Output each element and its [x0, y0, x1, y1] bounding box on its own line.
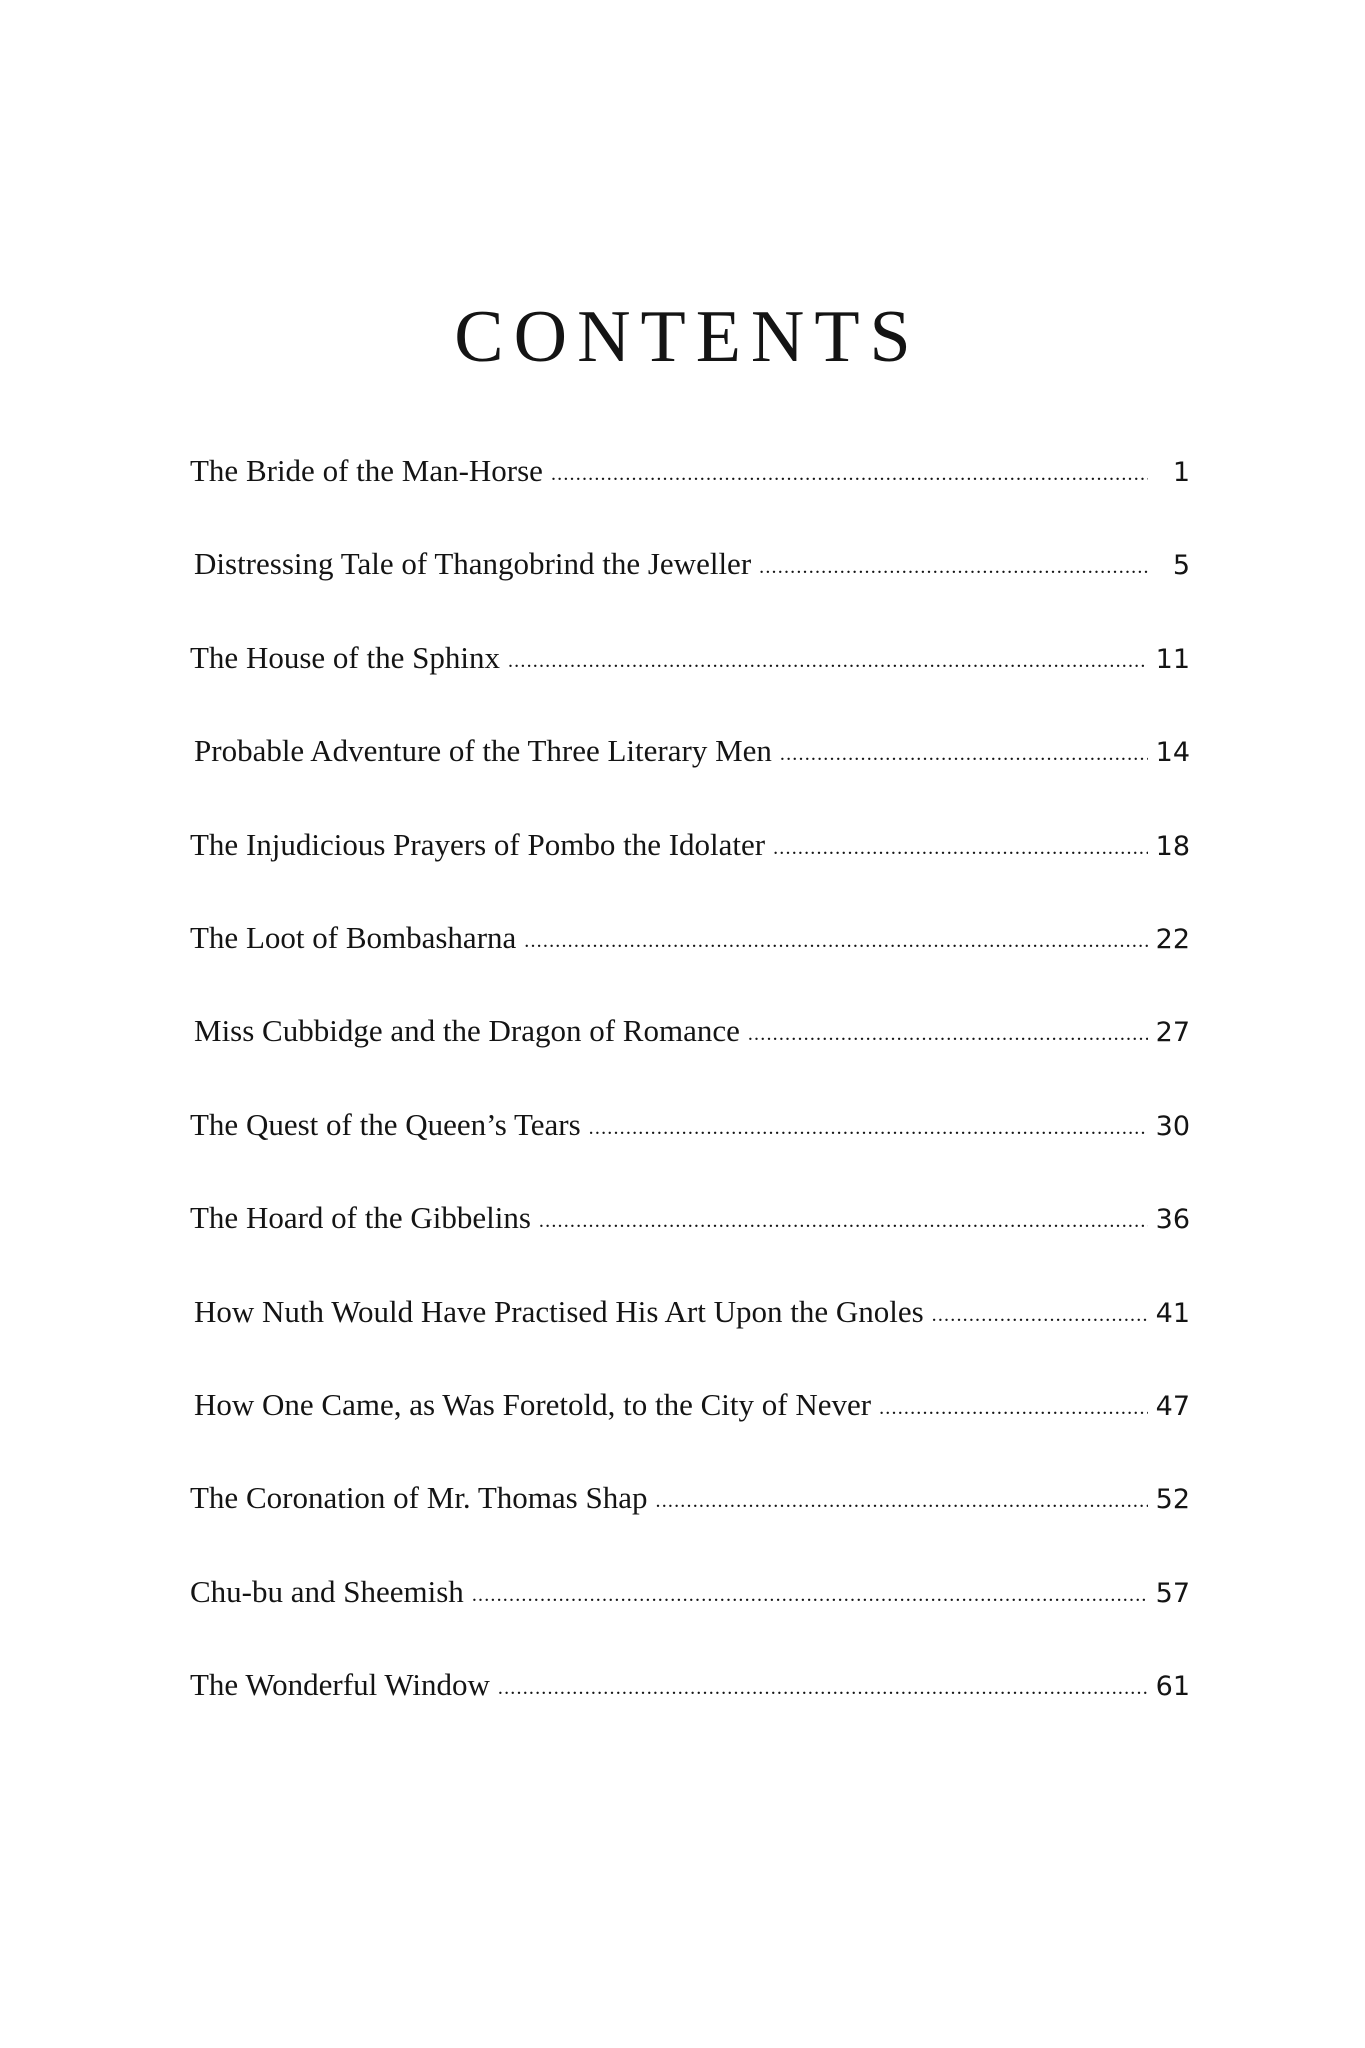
dot-leader	[748, 1022, 1148, 1046]
toc-entry[interactable]	[190, 919, 1190, 1012]
toc-entry[interactable]	[190, 1479, 1190, 1572]
dot-leader	[656, 1489, 1148, 1513]
toc-entry-page: 27	[1155, 1017, 1190, 1049]
dot-leader	[780, 742, 1148, 766]
toc-entry-page: 18	[1155, 830, 1190, 862]
toc-entry-title: The Quest of the Queen’s Tears	[190, 1106, 581, 1142]
toc-entry[interactable]	[190, 452, 1190, 545]
dot-leader	[773, 836, 1148, 860]
toc-entry-page: 41	[1155, 1297, 1190, 1329]
toc-entry[interactable]	[190, 639, 1190, 732]
dot-leader	[539, 1209, 1148, 1233]
toc-entry-title: The Injudicious Prayers of Pombo the Idolater	[190, 826, 766, 862]
dot-leader	[759, 555, 1148, 579]
toc-entry-title: Miss Cubbidge and the Dragon of Romance	[194, 1013, 740, 1049]
toc-entry-title: The Wonderful Window	[190, 1667, 490, 1703]
dot-leader	[879, 1396, 1148, 1420]
toc-entry-title: How Nuth Would Have Practised His Art Upon the Gnoles	[194, 1293, 924, 1329]
toc-entry[interactable]	[190, 1573, 1190, 1666]
toc-entry[interactable]	[190, 732, 1190, 825]
toc-entry-page: 30	[1155, 1110, 1190, 1142]
toc-entry-page: 22	[1155, 923, 1190, 955]
toc-entry-title: Distressing Tale of Thangobrind the Jeweller	[194, 546, 752, 582]
toc-entry[interactable]	[190, 1012, 1190, 1105]
toc-entry-title: The Bride of the Man-Horse	[190, 453, 543, 488]
toc-entry[interactable]	[190, 1666, 1190, 1759]
toc-entry-page: 57	[1155, 1577, 1190, 1609]
toc-entry-title: How One Came, as Was Foretold, to the City of Never	[194, 1386, 872, 1422]
toc-entry-page: 14	[1155, 737, 1190, 769]
toc-entry-page: 11	[1155, 643, 1190, 675]
toc-entry[interactable]	[190, 1199, 1190, 1292]
dot-leader	[508, 649, 1148, 673]
dot-leader	[472, 1583, 1148, 1607]
toc-entry-title: The Coronation of Mr. Thomas Shap	[190, 1480, 648, 1516]
toc-entry-page: 47	[1155, 1390, 1190, 1422]
toc-entry-page: 5	[1172, 550, 1190, 582]
toc-entry-title: The Loot of Bombasharna	[190, 919, 517, 955]
dot-leader	[498, 1676, 1148, 1700]
toc-entry-page: 61	[1155, 1671, 1190, 1703]
toc-entry[interactable]	[190, 1106, 1190, 1199]
dot-leader	[932, 1303, 1148, 1327]
toc-entry-title: The House of the Sphinx	[190, 639, 500, 675]
toc-entry-title: Chu-bu and Sheemish	[190, 1573, 464, 1609]
dot-leader	[551, 462, 1148, 486]
toc-entry[interactable]	[190, 545, 1190, 638]
toc-entry-title: The Hoard of the Gibbelins	[190, 1200, 531, 1236]
toc-entry-page: 1	[1172, 457, 1190, 488]
page-title: CONTENTS	[454, 296, 921, 378]
toc-entry-title: Probable Adventure of the Three Literary Men	[194, 733, 772, 769]
toc-entry[interactable]	[190, 1293, 1190, 1386]
toc-entry[interactable]	[190, 1386, 1190, 1479]
dot-leader	[589, 1116, 1148, 1140]
toc-entry-page: 36	[1155, 1204, 1190, 1236]
dot-leader	[524, 929, 1147, 953]
toc-entry-page: 52	[1155, 1484, 1190, 1516]
table-of-contents	[190, 452, 1190, 1759]
toc-entry[interactable]	[190, 826, 1190, 919]
